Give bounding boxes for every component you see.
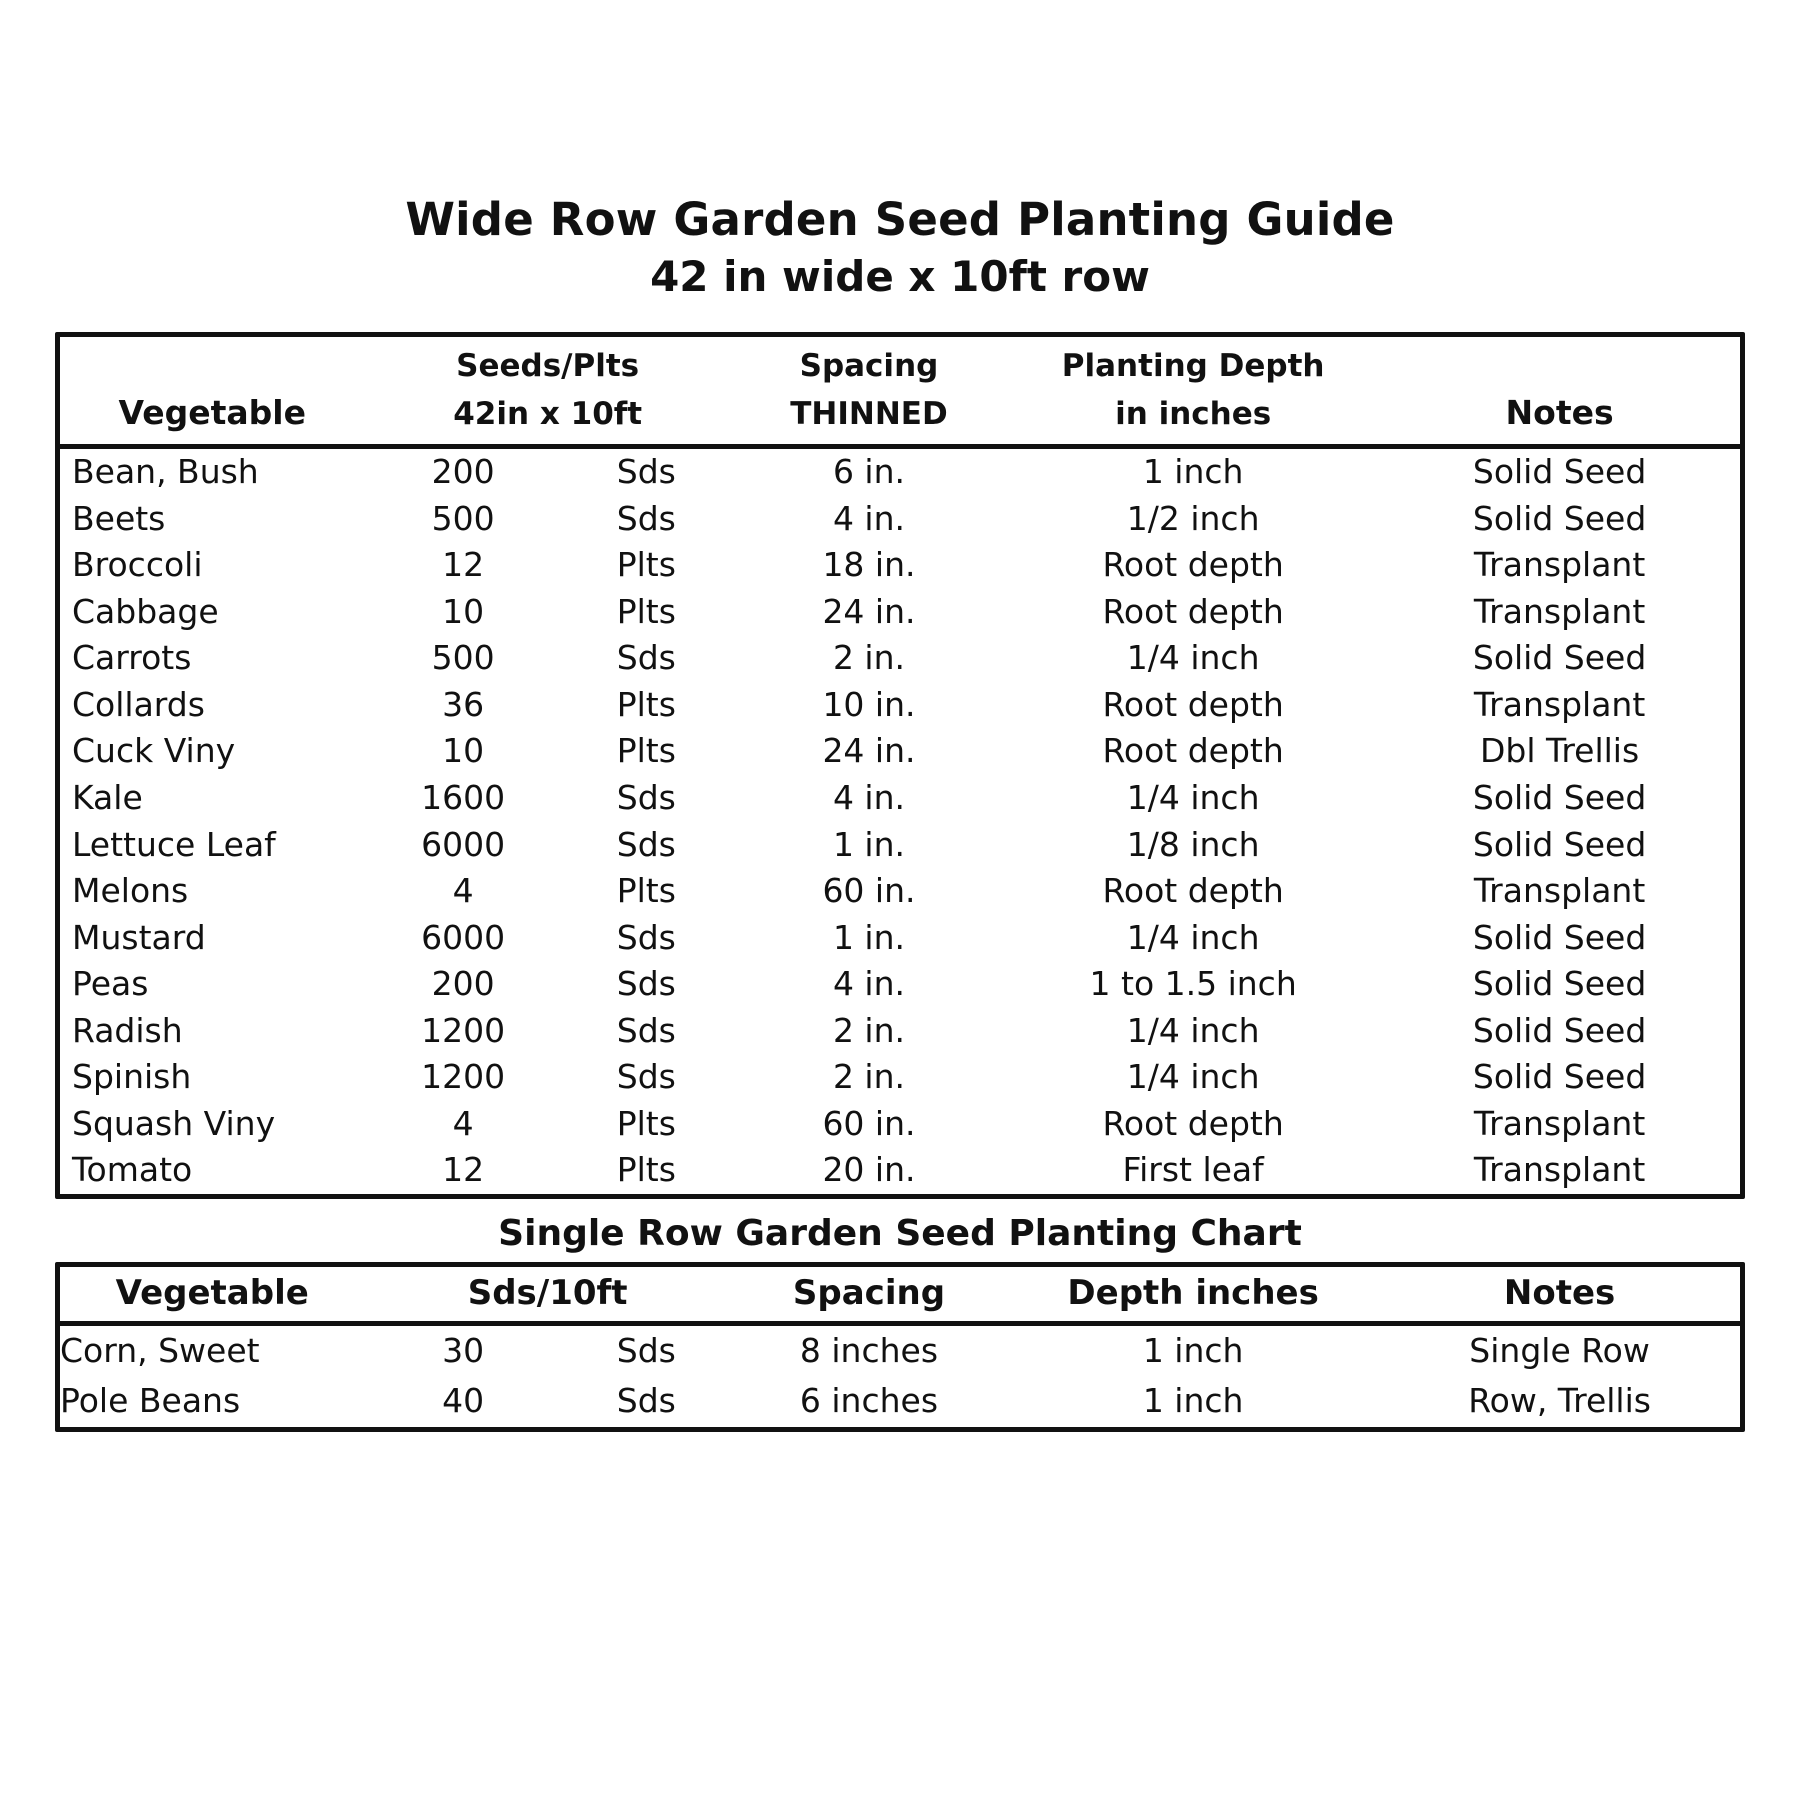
table-row (60, 589, 1740, 636)
table-row (60, 961, 1740, 1008)
cell-depth: Root depth (1102, 731, 1284, 771)
cell-vegetable: Bean, Bush (72, 452, 259, 492)
table-row (60, 682, 1740, 729)
cell-spacing: 2 in. (832, 638, 905, 678)
cell-quantity: 4 (452, 1103, 474, 1143)
cell-depth: 1/8 inch (1126, 824, 1260, 864)
cell-depth: 1/2 inch (1126, 498, 1260, 538)
wide-row-table (60, 337, 1740, 1194)
cell-spacing: 18 in. (822, 545, 916, 585)
cell-unit: Sds (616, 824, 676, 864)
cell-quantity: 4 (452, 871, 474, 911)
cell-spacing: 10 in. (822, 684, 916, 724)
table-row (60, 728, 1740, 775)
cell-notes: Transplant (1473, 1150, 1646, 1190)
wide-row-table-head (60, 337, 1740, 447)
cell-vegetable: Spinish (72, 1057, 192, 1097)
cell-quantity: 6000 (421, 917, 506, 957)
wide-row-table-body (60, 447, 1740, 1194)
table-row (60, 915, 1740, 962)
cell-vegetable: Beets (72, 498, 166, 538)
cell-vegetable: Radish (72, 1010, 183, 1050)
cell-vegetable: Tomato (72, 1150, 193, 1190)
cell-vegetable: Kale (72, 778, 143, 818)
table-row (60, 542, 1740, 589)
cell-depth: Root depth (1102, 1103, 1284, 1143)
cell-quantity: 10 (442, 591, 485, 631)
cell-vegetable: Broccoli (72, 545, 203, 585)
column-header-sds-10ft: Sds/10ft (467, 1272, 628, 1313)
cell-vegetable: Lettuce Leaf (72, 824, 276, 864)
cell-spacing: 24 in. (822, 591, 916, 631)
cell-notes: Row, Trellis (1468, 1381, 1651, 1421)
column-header-notes: Notes (1505, 393, 1614, 433)
cell-quantity: 36 (442, 684, 485, 724)
column-header-notes: Notes (1503, 1272, 1616, 1313)
table-row (60, 496, 1740, 543)
single-row-table-container (55, 1262, 1745, 1432)
cell-spacing: 60 in. (822, 871, 916, 911)
column-header-depth-inches: Depth inches (1067, 1272, 1319, 1313)
cell-depth: First leaf (1122, 1150, 1264, 1190)
cell-unit: Sds (616, 1010, 676, 1050)
table-header-row (60, 337, 1740, 447)
column-header-spacing-line1: Spacing (799, 347, 939, 384)
cell-unit: Plts (616, 871, 676, 911)
cell-unit: Sds (616, 498, 676, 538)
cell-notes: Solid Seed (1472, 452, 1647, 492)
cell-vegetable: Cabbage (72, 591, 219, 631)
page-subtitle: 42 in wide x 10ft row (650, 252, 1150, 302)
cell-vegetable: Cuck Viny (72, 731, 236, 771)
cell-unit: Plts (616, 1103, 676, 1143)
cell-spacing: 60 in. (822, 1103, 916, 1143)
cell-notes: Transplant (1473, 545, 1646, 585)
cell-unit: Plts (616, 545, 676, 585)
cell-spacing: 6 in. (832, 452, 905, 492)
cell-spacing: 1 in. (832, 824, 905, 864)
cell-quantity: 1600 (421, 778, 506, 818)
cell-quantity: 200 (431, 452, 495, 492)
column-header-seeds-plts (364, 337, 730, 447)
single-row-table (60, 1267, 1740, 1427)
cell-notes: Transplant (1473, 591, 1646, 631)
column-header-spacing-line2: THINNED (790, 396, 948, 433)
cell-quantity: 30 (442, 1330, 485, 1370)
table-row (60, 447, 1740, 496)
cell-vegetable: Collards (72, 684, 205, 724)
wide-row-table-container (55, 332, 1745, 1199)
cell-unit: Sds (616, 1381, 676, 1421)
cell-depth: 1 inch (1142, 1381, 1244, 1421)
cell-spacing: 4 in. (832, 964, 905, 1004)
cell-spacing: 2 in. (832, 1010, 905, 1050)
cell-unit: Sds (616, 917, 676, 957)
cell-notes: Solid Seed (1472, 498, 1647, 538)
table-row (60, 822, 1740, 869)
page-title: Wide Row Garden Seed Planting Guide (405, 193, 1395, 246)
cell-quantity: 10 (442, 731, 485, 771)
cell-vegetable: Pole Beans (60, 1381, 241, 1421)
cell-spacing: 2 in. (832, 1057, 905, 1097)
cell-notes: Transplant (1473, 871, 1646, 911)
table-row (60, 1054, 1740, 1101)
cell-depth: 1 inch (1142, 1330, 1244, 1370)
column-header-seeds-plts-line1: Seeds/Plts (456, 347, 640, 384)
cell-quantity: 200 (431, 964, 495, 1004)
cell-spacing: 20 in. (822, 1150, 916, 1190)
column-header-planting-depth (1007, 337, 1379, 447)
table-row (60, 1376, 1740, 1427)
cell-unit: Sds (616, 1330, 676, 1370)
cell-depth: Root depth (1102, 591, 1284, 631)
cell-unit: Sds (616, 778, 676, 818)
cell-depth: Root depth (1102, 684, 1284, 724)
table-row (60, 1101, 1740, 1148)
cell-vegetable: Squash Viny (72, 1103, 276, 1143)
cell-notes: Transplant (1473, 1103, 1646, 1143)
cell-vegetable: Corn, Sweet (60, 1330, 260, 1370)
table-row (60, 775, 1740, 822)
cell-depth: 1/4 inch (1126, 778, 1260, 818)
column-header-depth-line1: Planting Depth (1061, 347, 1325, 384)
cell-quantity: 1200 (421, 1057, 506, 1097)
cell-notes: Solid Seed (1472, 1010, 1647, 1050)
cell-notes: Solid Seed (1472, 778, 1647, 818)
table-row (60, 1008, 1740, 1055)
cell-spacing: 1 in. (832, 917, 905, 957)
table-row (60, 635, 1740, 682)
cell-notes: Solid Seed (1472, 1057, 1647, 1097)
column-header-vegetable: Vegetable (115, 1272, 309, 1313)
cell-depth: 1 to 1.5 inch (1089, 964, 1297, 1004)
cell-notes: Solid Seed (1472, 824, 1647, 864)
cell-vegetable: Peas (72, 964, 149, 1004)
cell-spacing: 4 in. (832, 778, 905, 818)
column-header-spacing: Spacing (792, 1272, 946, 1313)
cell-quantity: 12 (442, 1150, 485, 1190)
cell-notes: Dbl Trellis (1480, 731, 1640, 771)
cell-notes: Solid Seed (1472, 964, 1647, 1004)
column-header-spacing (731, 337, 1007, 447)
cell-depth: 1 inch (1142, 452, 1244, 492)
cell-vegetable: Melons (72, 871, 189, 911)
cell-unit: Sds (616, 452, 676, 492)
cell-quantity: 6000 (421, 824, 506, 864)
cell-unit: Sds (616, 964, 676, 1004)
cell-depth: 1/4 inch (1126, 1010, 1260, 1050)
single-row-table-head (60, 1267, 1740, 1324)
column-header-depth-line2: in inches (1115, 396, 1272, 433)
cell-depth: 1/4 inch (1126, 638, 1260, 678)
cell-spacing: 8 inches (799, 1330, 939, 1370)
cell-notes: Transplant (1473, 684, 1646, 724)
single-row-table-body (60, 1323, 1740, 1427)
cell-vegetable: Mustard (72, 917, 206, 957)
cell-unit: Plts (616, 1150, 676, 1190)
table-row (60, 1147, 1740, 1194)
cell-notes: Solid Seed (1472, 917, 1647, 957)
cell-spacing: 4 in. (832, 498, 905, 538)
cell-spacing: 24 in. (822, 731, 916, 771)
cell-notes: Solid Seed (1472, 638, 1647, 678)
cell-depth: Root depth (1102, 871, 1284, 911)
cell-quantity: 500 (431, 638, 495, 678)
cell-depth: 1/4 inch (1126, 917, 1260, 957)
cell-unit: Sds (616, 1057, 676, 1097)
cell-quantity: 12 (442, 545, 485, 585)
cell-notes: Single Row (1469, 1330, 1650, 1370)
column-header-seeds-plts-line2: 42in x 10ft (453, 396, 643, 433)
table-header-row (60, 1267, 1740, 1324)
cell-quantity: 500 (431, 498, 495, 538)
cell-depth: Root depth (1102, 545, 1284, 585)
cell-unit: Sds (616, 638, 676, 678)
cell-unit: Plts (616, 591, 676, 631)
single-row-section-title: Single Row Garden Seed Planting Chart (498, 1212, 1302, 1254)
cell-unit: Plts (616, 731, 676, 771)
cell-spacing: 6 inches (799, 1381, 939, 1421)
title-block (55, 0, 1745, 302)
cell-quantity: 1200 (421, 1010, 506, 1050)
cell-vegetable: Carrots (72, 638, 192, 678)
cell-unit: Plts (616, 684, 676, 724)
table-row (60, 1323, 1740, 1376)
table-row (60, 868, 1740, 915)
cell-quantity: 40 (442, 1381, 485, 1421)
column-header-vegetable: Vegetable (118, 393, 306, 433)
cell-depth: 1/4 inch (1126, 1057, 1260, 1097)
